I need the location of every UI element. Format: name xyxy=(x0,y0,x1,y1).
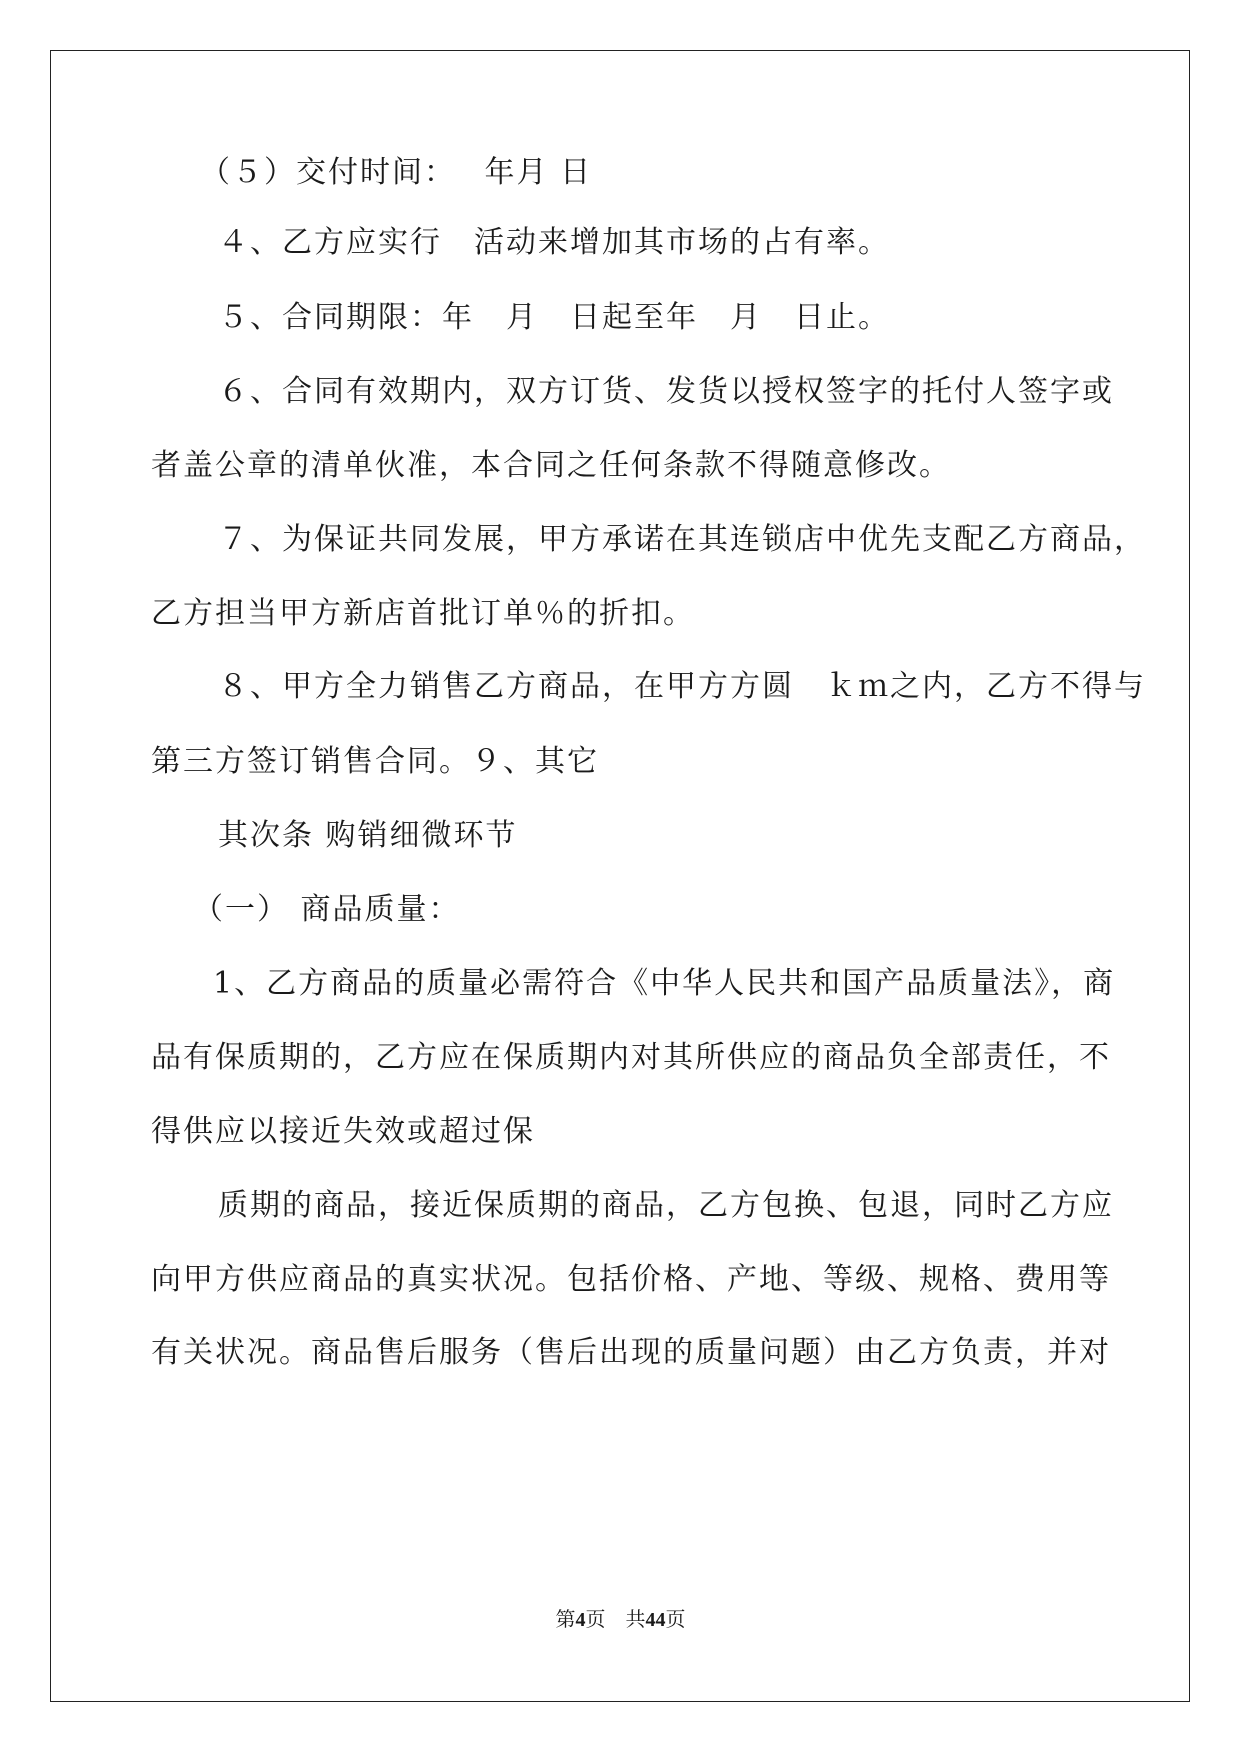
text-line: 第三方签订销售合同。９、其它 xyxy=(151,744,599,779)
text-line: ５、合同期限：年 月 日起至年 月 日止。 xyxy=(218,300,890,335)
text-line: 品有保质期的，乙方应在保质期内对其所供应的商品负全部责任，不 xyxy=(151,1040,1111,1075)
text-line: ６、合同有效期内，双方订货、发货以授权签字的托付人签字或 xyxy=(218,374,1114,409)
text-line: 得供应以接近失效或超过保 xyxy=(151,1114,535,1149)
text-line: ８、甲方全力销售乙方商品，在甲方方圆 ｋｍ之内，乙方不得与 xyxy=(218,669,1146,704)
text-line: 向甲方供应商品的真实状况。包括价格、产地、等级、规格、费用等 xyxy=(151,1262,1111,1297)
text-line: 者盖公章的清单伙准，本合同之任何条款不得随意修改。 xyxy=(151,448,951,483)
text-line: （５）交付时间： 年月 日 xyxy=(200,155,593,190)
text-line: 质期的商品，接近保质期的商品，乙方包换、包退，同时乙方应 xyxy=(218,1188,1114,1223)
section-heading: 其次条 购销细微环节 xyxy=(218,818,518,853)
total-page-count: 44 xyxy=(645,1609,666,1631)
footer-suffix: 页 xyxy=(665,1609,686,1631)
text-line: 1、乙方商品的质量必需符合《中华人民共和国产品质量法》，商 xyxy=(213,966,1116,1001)
footer-middle: 页 共 xyxy=(585,1609,646,1631)
text-line: 有关状况。商品售后服务（售后出现的质量问题）由乙方负责，并对 xyxy=(151,1335,1111,1370)
text-line: ４、乙方应实行 活动来增加其市场的占有率。 xyxy=(218,225,890,260)
page-footer xyxy=(0,1608,1241,1632)
subsection-heading: （一） 商品质量： xyxy=(193,892,461,927)
current-page-number: 4 xyxy=(575,1609,586,1631)
footer-prefix: 第 xyxy=(555,1609,576,1631)
text-line: ７、为保证共同发展，甲方承诺在其连锁店中优先支配乙方商品， xyxy=(218,522,1146,557)
text-line: 乙方担当甲方新店首批订单％的折扣。 xyxy=(151,596,695,631)
